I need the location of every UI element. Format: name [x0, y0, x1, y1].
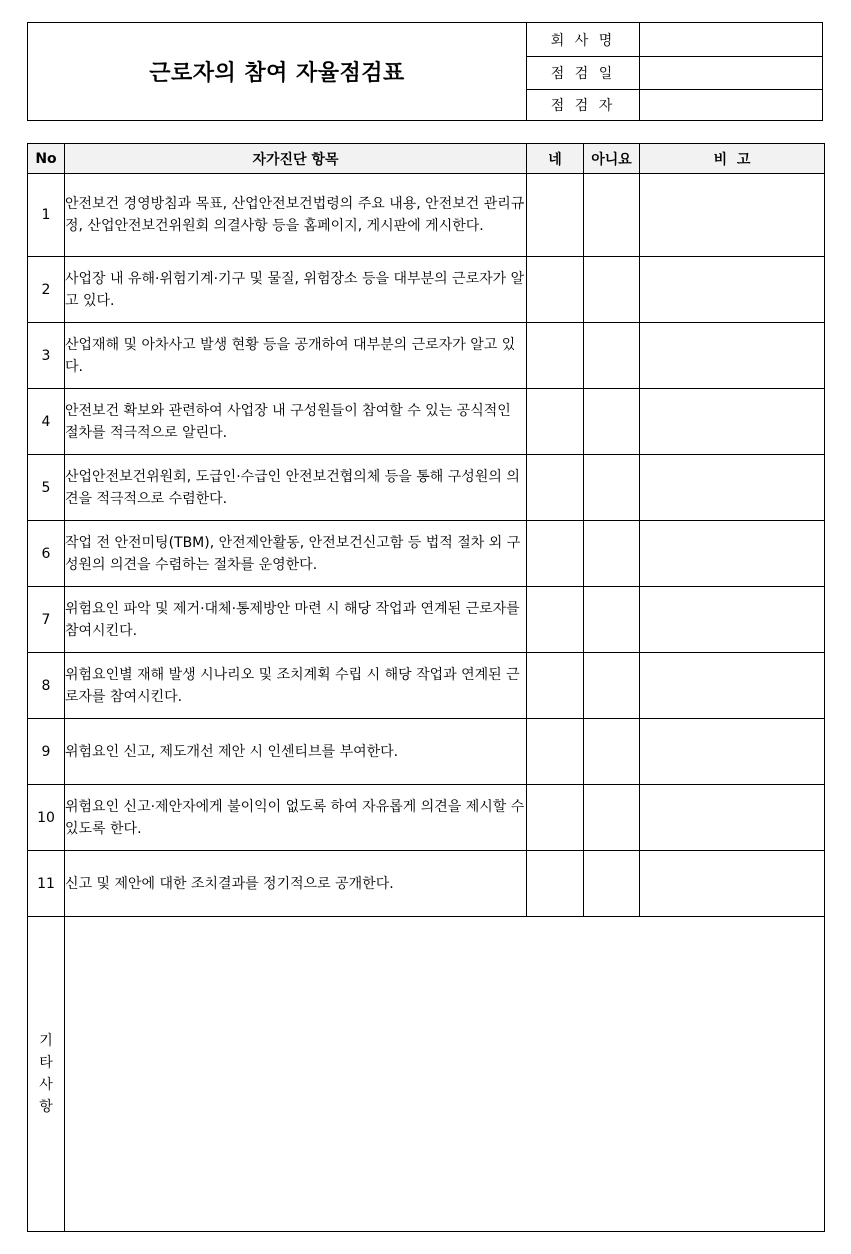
column-header-remarks: 비 고	[640, 144, 825, 174]
etc-notes-field[interactable]	[65, 917, 825, 1232]
yes-checkbox-cell[interactable]	[527, 851, 584, 917]
no-checkbox-cell[interactable]	[584, 389, 640, 455]
row-number: 4	[28, 389, 65, 455]
etc-row	[28, 917, 825, 1232]
table-row	[28, 174, 825, 257]
yes-checkbox-cell[interactable]	[527, 389, 584, 455]
remarks-cell[interactable]	[640, 257, 825, 323]
row-number: 6	[28, 521, 65, 587]
yes-checkbox-cell[interactable]	[527, 257, 584, 323]
no-checkbox-cell[interactable]	[584, 257, 640, 323]
checklist-item-text: 위험요인별 재해 발생 시나리오 및 조치계획 수립 시 해당 작업과 연계된 근로자를 참여시킨다.	[65, 653, 527, 719]
table-row	[28, 719, 825, 785]
remarks-cell[interactable]	[640, 851, 825, 917]
remarks-cell[interactable]	[640, 521, 825, 587]
remarks-cell[interactable]	[640, 455, 825, 521]
checklist-item-text: 산업재해 및 아차사고 발생 현황 등을 공개하여 대부분의 근로자가 알고 있다.	[65, 323, 527, 389]
row-number: 9	[28, 719, 65, 785]
company-name-field[interactable]	[639, 23, 823, 56]
checklist-table	[27, 143, 825, 1232]
row-number: 7	[28, 587, 65, 653]
table-row	[28, 785, 825, 851]
checklist-item-text: 사업장 내 유해·위험기계·기구 및 물질, 위험장소 등을 대부분의 근로자가 알고 있다.	[65, 257, 527, 323]
remarks-cell[interactable]	[640, 587, 825, 653]
remarks-cell[interactable]	[640, 719, 825, 785]
column-header-item: 자가진단 항목	[65, 144, 527, 174]
yes-checkbox-cell[interactable]	[527, 521, 584, 587]
yes-checkbox-cell[interactable]	[527, 719, 584, 785]
checklist-item-text: 작업 전 안전미팅(TBM), 안전제안활동, 안전보건신고함 등 법적 절차 외 구성원의 의견을 수렴하는 절차를 운영한다.	[65, 521, 527, 587]
no-checkbox-cell[interactable]	[584, 653, 640, 719]
yes-checkbox-cell[interactable]	[527, 785, 584, 851]
table-row	[28, 257, 825, 323]
no-checkbox-cell[interactable]	[584, 851, 640, 917]
table-row	[28, 851, 825, 917]
row-number: 8	[28, 653, 65, 719]
checklist-item-text: 안전보건 경영방침과 목표, 산업안전보건법령의 주요 내용, 안전보건 관리규정, 산업안전보건위원회 의결사항 등을 홈페이지, 게시판에 게시한다.	[65, 174, 527, 257]
yes-checkbox-cell[interactable]	[527, 587, 584, 653]
table-row	[28, 455, 825, 521]
column-header-no: No	[28, 144, 65, 174]
yes-checkbox-cell[interactable]	[527, 653, 584, 719]
column-header-no-answer: 아니요	[584, 144, 640, 174]
inspection-date-field[interactable]	[639, 56, 823, 89]
table-header-row	[28, 144, 825, 174]
etc-label-char: 항	[39, 1099, 53, 1115]
no-checkbox-cell[interactable]	[584, 174, 640, 257]
table-row	[28, 521, 825, 587]
remarks-cell[interactable]	[640, 174, 825, 257]
row-number: 1	[28, 174, 65, 257]
etc-label	[28, 917, 65, 1232]
column-header-yes: 네	[527, 144, 584, 174]
checklist-item-text: 위험요인 신고·제안자에게 불이익이 없도록 하여 자유롭게 의견을 제시할 수 있도록 한다.	[65, 785, 527, 851]
table-row	[28, 323, 825, 389]
checklist-item-text: 위험요인 신고, 제도개선 제안 시 인센티브를 부여한다.	[65, 719, 527, 785]
checklist-item-text: 안전보건 확보와 관련하여 사업장 내 구성원들이 참여할 수 있는 공식적인 절차를 적극적으로 알린다.	[65, 389, 527, 455]
table-row	[28, 587, 825, 653]
row-number: 11	[28, 851, 65, 917]
company-name-label: 회 사 명	[526, 23, 639, 56]
etc-label-char: 타	[39, 1055, 53, 1071]
remarks-cell[interactable]	[640, 389, 825, 455]
no-checkbox-cell[interactable]	[584, 719, 640, 785]
etc-label-char: 사	[39, 1077, 53, 1093]
remarks-cell[interactable]	[640, 323, 825, 389]
no-checkbox-cell[interactable]	[584, 785, 640, 851]
inspector-field[interactable]	[639, 89, 823, 120]
row-number: 3	[28, 323, 65, 389]
row-number: 5	[28, 455, 65, 521]
checklist-item-text: 산업안전보건위원회, 도급인·수급인 안전보건협의체 등을 통해 구성원의 의견을 적극적으로 수렴한다.	[65, 455, 527, 521]
page-title: 근로자의 참여 자율점검표	[149, 61, 405, 86]
table-row	[28, 389, 825, 455]
inspection-date-label: 점 검 일	[526, 56, 639, 89]
inspector-label: 점 검 자	[526, 89, 639, 120]
yes-checkbox-cell[interactable]	[527, 455, 584, 521]
remarks-cell[interactable]	[640, 785, 825, 851]
row-number: 10	[28, 785, 65, 851]
etc-label-char: 기	[39, 1033, 53, 1049]
remarks-cell[interactable]	[640, 653, 825, 719]
row-number: 2	[28, 257, 65, 323]
header-box	[27, 22, 823, 121]
checklist-item-text: 위험요인 파악 및 제거·대체·통제방안 마련 시 해당 작업과 연계된 근로자를 참여시킨다.	[65, 587, 527, 653]
no-checkbox-cell[interactable]	[584, 323, 640, 389]
no-checkbox-cell[interactable]	[584, 587, 640, 653]
table-row	[28, 653, 825, 719]
no-checkbox-cell[interactable]	[584, 521, 640, 587]
yes-checkbox-cell[interactable]	[527, 323, 584, 389]
no-checkbox-cell[interactable]	[584, 455, 640, 521]
checklist-item-text: 신고 및 제안에 대한 조치결과를 정기적으로 공개한다.	[65, 851, 527, 917]
yes-checkbox-cell[interactable]	[527, 174, 584, 257]
